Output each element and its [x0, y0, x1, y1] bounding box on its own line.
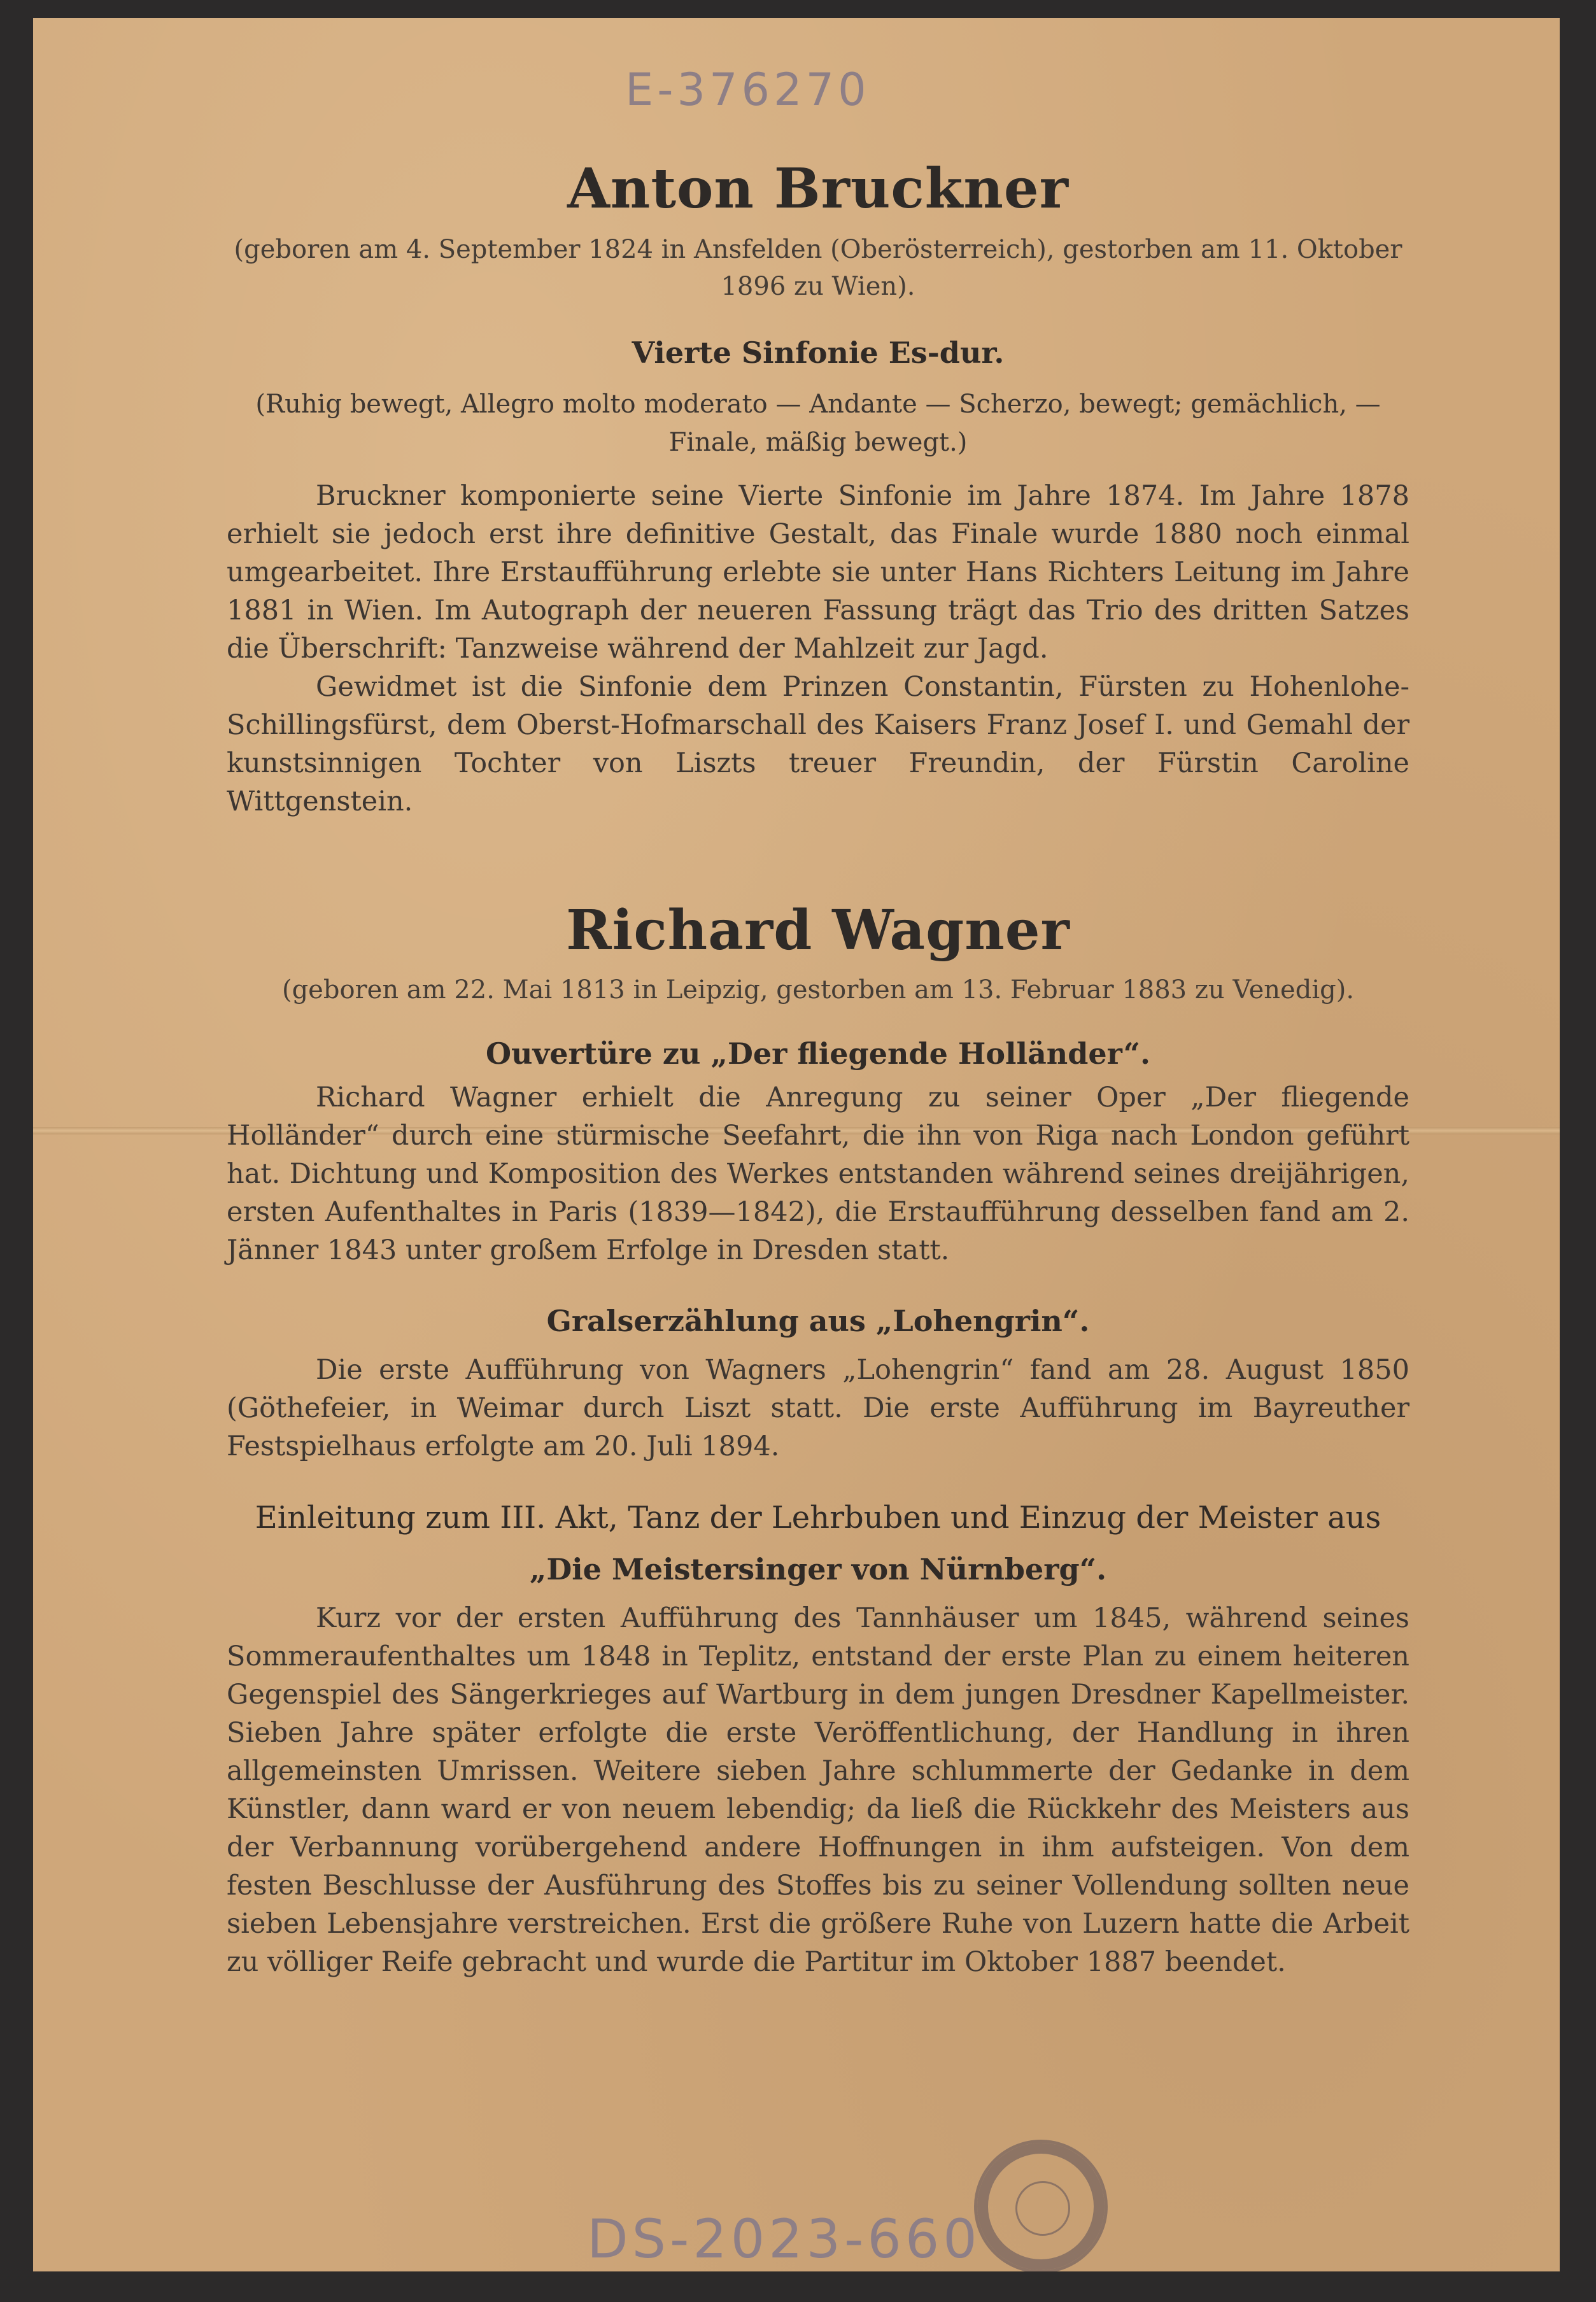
bruckner-paragraph-1: Bruckner komponierte seine Vierte Sinfonie im Jahre 1874. Im Jahre 1878 erhielt sie jedoch erst ihre definitive Gestalt, das Finale wurde 1880 noch einmal umgearbeitet. Ihre Erstaufführung erlebte sie unter Hans Richters Leitung im Jahre 1881 in Wien. Im Autograph der neueren Fassung trägt das Trio des dritten Satzes die Überschrift: Tanzweise während der Mahlzeit zur Jagd.: [227, 480, 1409, 665]
meistersinger-paragraph: Kurz vor der ersten Aufführung des Tannhäuser um 1845, während seines Sommeraufenthaltes um 1848 in Teplitz, entstand der erste Plan zu einem heiteren Gegenspiel des Sängerkrieges auf Wartburg in dem jungen Dresdner Kapellmeister. Sieben Jahre später erfolgte die erste Veröffentlichung, der Handlung in ihren allgemeinsten Umrissen. Weitere sieben Jahre schlummerte der Gedanke in dem Künstler, dann ward er von neuem lebendig; da ließ die Rückkehr des Meisters aus der Verbannung vorübergehend andere Hoffnungen in ihm aufsteigen. Von dem festen Beschlusse der Ausführung des Stoffes bis zu seiner Vollendung sollten neue sieben Lebensjahre verstreichen. Erst die größere Ruhe von Luzern hatte die Arbeit zu völliger Reife gebracht und wurde die Partitur im Oktober 1887 beendet.: [227, 1602, 1409, 1978]
document-page: [33, 18, 1560, 2271]
hollaender-title: Ouvertüre zu „Der fliegende Holländer“.: [485, 1036, 1151, 1071]
meistersinger-title: „Die Meistersinger von Nürnberg“.: [529, 1552, 1107, 1586]
bruckner-heading: Anton Bruckner: [567, 157, 1069, 221]
bruckner-paragraph-2: Gewidmet ist die Sinfonie dem Prinzen Constantin, Fürsten zu Hohenlohe-Schillingsfürst, dem Oberst-Hofmarschall des Kaisers Franz Josef I. und Gemahl der kunstsinnigen Tochter von Liszts treuer Freundin, der Fürstin Caroline Wittgenstein.: [227, 671, 1409, 817]
vierte-sinfonie-movements: (Ruhig bewegt, Allegro molto moderato — Andante — Scherzo, bewegt; gemächlich, — Finale, mäßig bewegt.): [255, 390, 1381, 457]
wagner-heading: Richard Wagner: [566, 898, 1070, 963]
shelfmark-bottom: DS-2023-660: [587, 2208, 981, 2270]
hollaender-paragraph: Richard Wagner erhielt die Anregung zu seiner Oper „Der fliegende Holländer“ durch eine stürmische Seefahrt, die ihn von Riga nach London geführt hat. Dichtung und Komposition des Werkes entstanden während seines dreijährigen, ersten Aufenthaltes in Paris (1839—1842), die Erstaufführung desselben fand am 2. Jänner 1843 unter großem Erfolge in Dresden statt.: [227, 1082, 1409, 1266]
lohengrin-title: Gralserzählung aus „Lohengrin“.: [546, 1304, 1090, 1338]
page-content: [227, 145, 1409, 1981]
vierte-sinfonie-title: Vierte Sinfonie Es-dur.: [632, 335, 1005, 370]
lohengrin-paragraph: Die erste Aufführung von Wagners „Lohengrin“ fand am 28. August 1850 (Göthefeier, in Weimar durch Liszt statt. Die erste Aufführung im Bayreuther Festspielhaus erfolgte am 20. Juli 1894.: [227, 1354, 1409, 1462]
stamp-emblem: [1015, 2181, 1070, 2236]
bruckner-dates: (geboren am 4. September 1824 in Ansfelden (Oberösterreich), gestorben am 11. Oktober 1896 zu Wien).: [234, 235, 1402, 301]
meistersinger-intro: Einleitung zum III. Akt, Tanz der Lehrbuben und Einzug der Meister aus: [255, 1500, 1381, 1536]
wagner-dates: (geboren am 22. Mai 1813 in Leipzig, gestorben am 13. Februar 1883 zu Venedig).: [281, 975, 1355, 1005]
shelfmark-top: E-376270: [625, 64, 870, 116]
library-stamp: [974, 2140, 1108, 2271]
